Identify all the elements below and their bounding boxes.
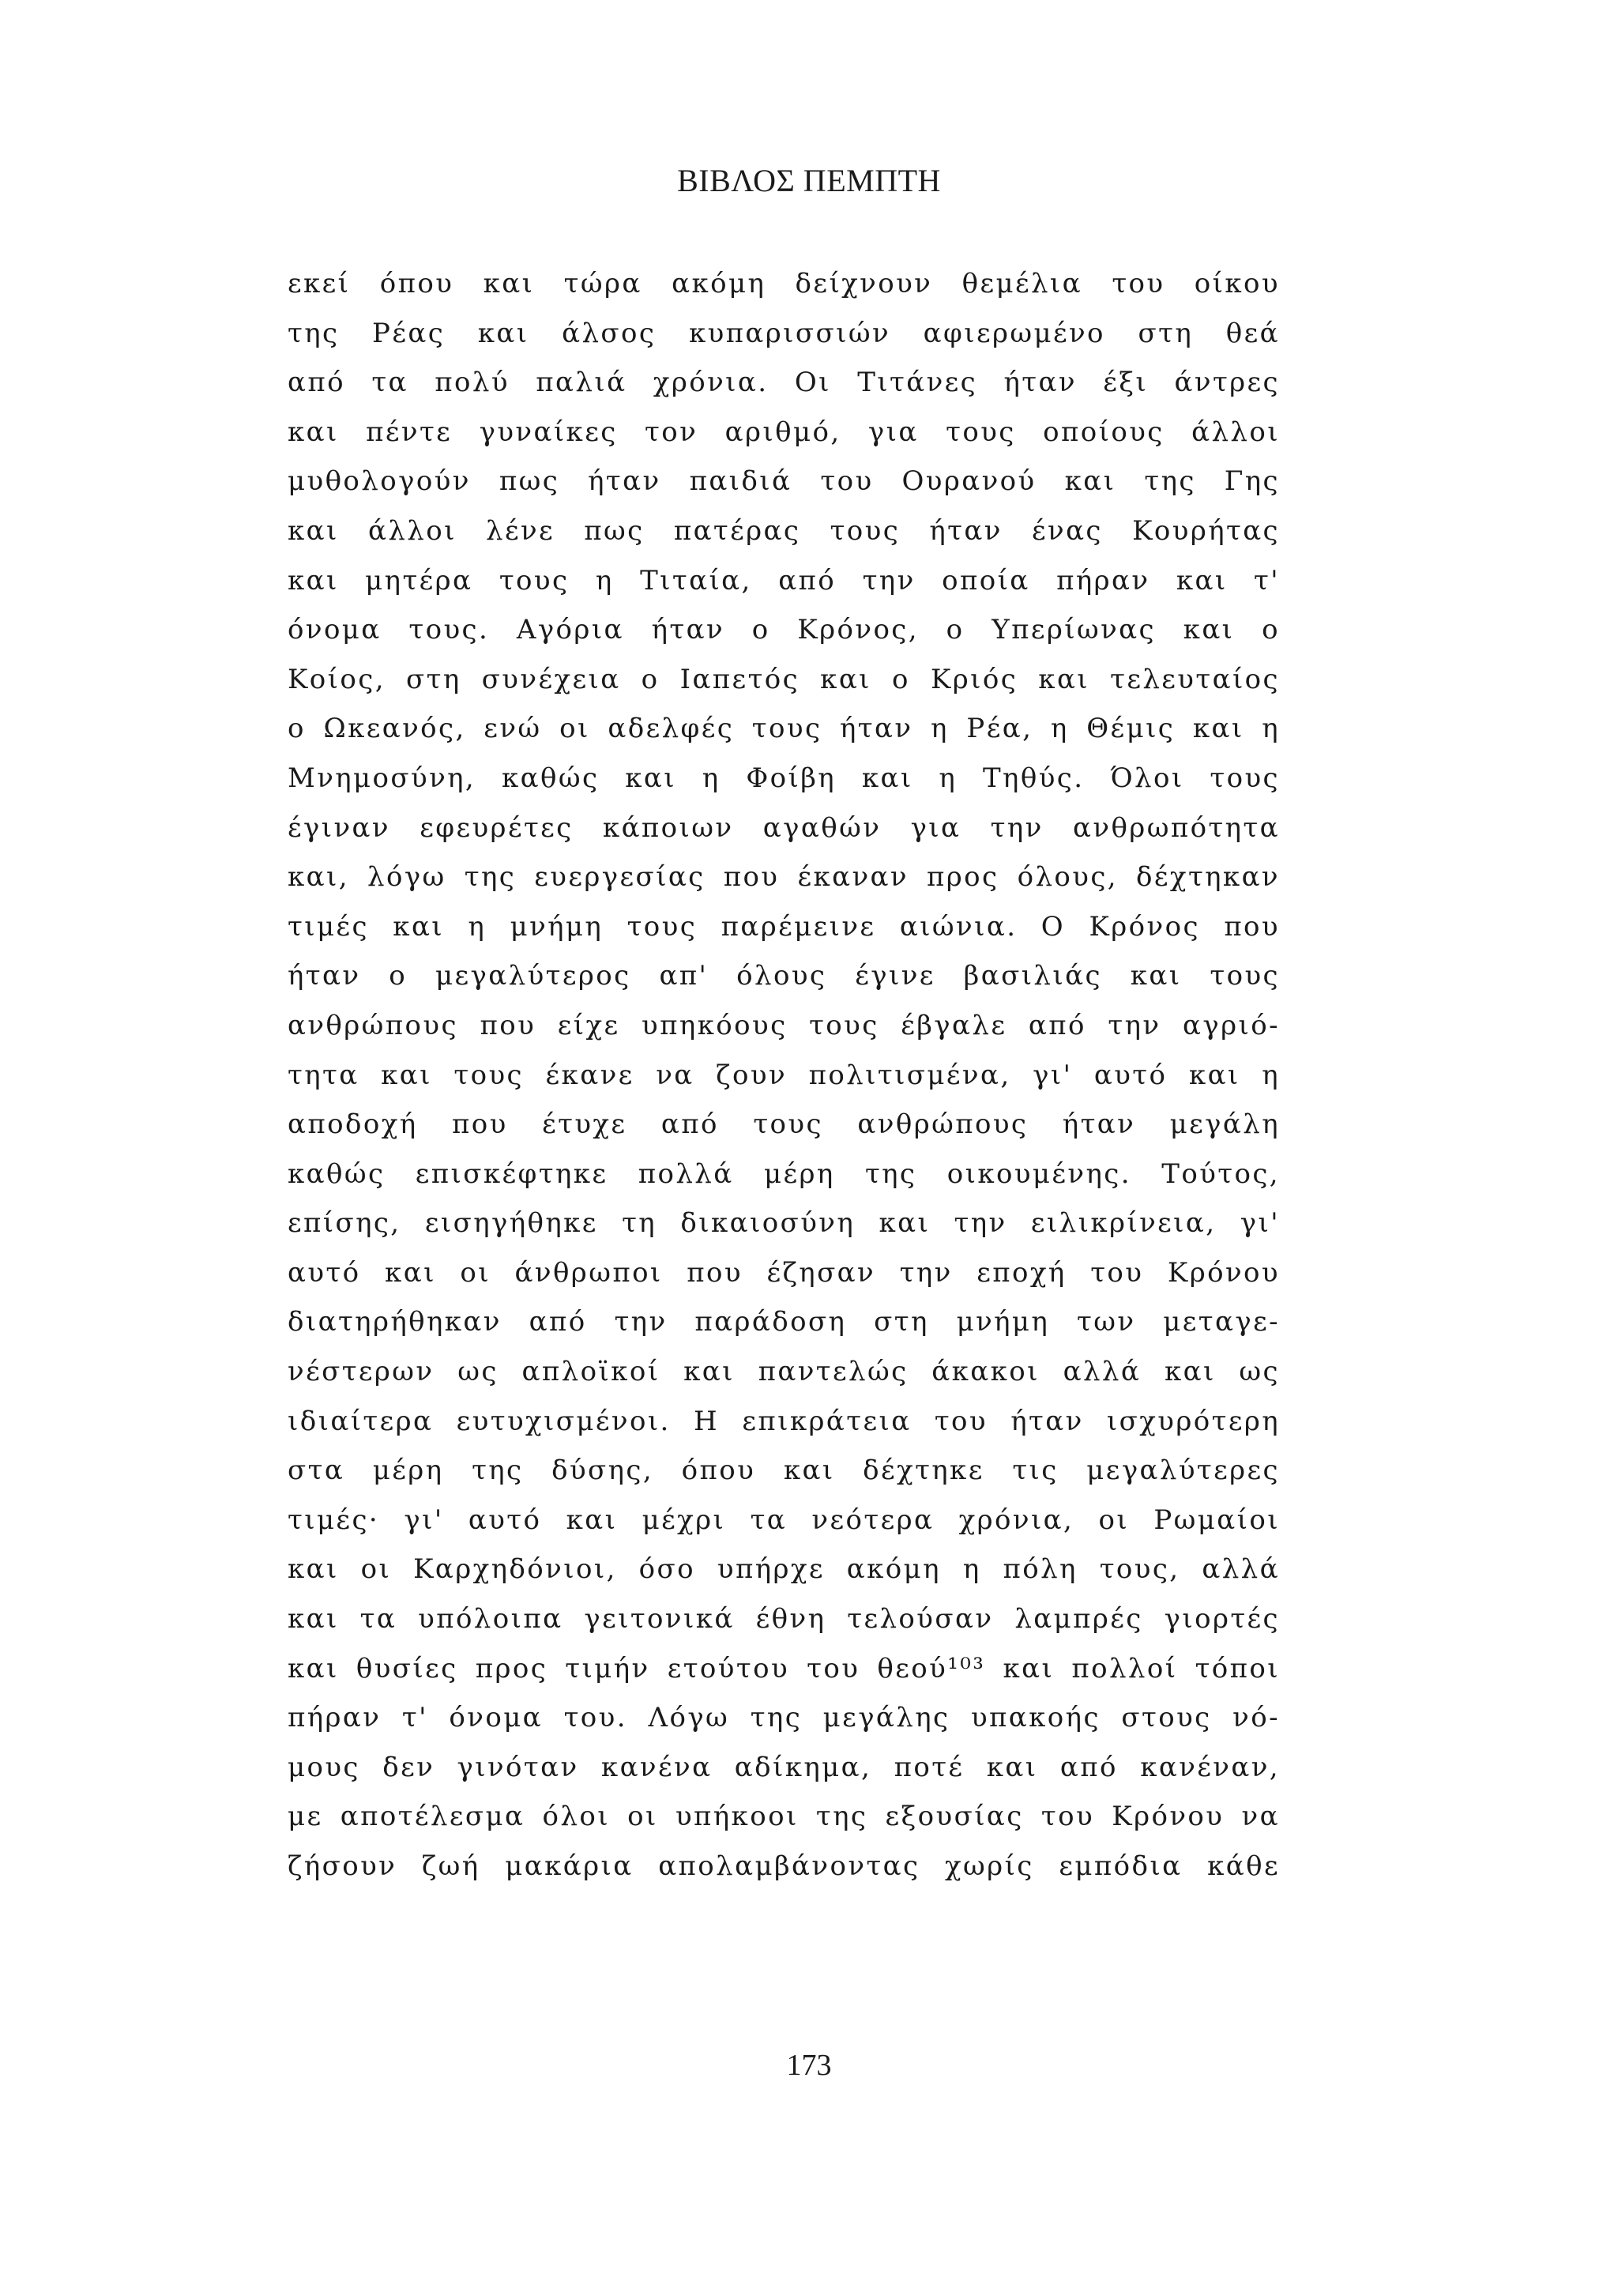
text-line: μους δεν γινόταν κανένα αδίκημα, ποτέ και από κανέναν, <box>288 1751 1280 1783</box>
text-line: από τα πολύ παλιά χρόνια. Οι Τιτάνες ήταν έξι άντρες <box>288 367 1280 399</box>
text-line: και, λόγω της ευεργεσίας που έκαναν προς όλους, δέχτηκαν <box>288 861 1280 894</box>
text-line: αποδοχή που έτυχε από τους ανθρώπους ήταν μεγάλη <box>288 1108 1280 1141</box>
text-line: ήταν ο μεγαλύτερος απ' όλους έγινε βασιλιάς και τους <box>288 960 1280 992</box>
body-text <box>288 259 1280 1891</box>
text-line: και θυσίες προς τιμήν ετούτου του θεού¹⁰³ και πολλοί τόποι <box>288 1652 1280 1684</box>
text-line: και τα υπόλοιπα γειτονικά έθνη τελούσαν λαμπρές γιορτές <box>288 1603 1280 1635</box>
text-line: μυθολογούν πως ήταν παιδιά του Ουρανού και της Γης <box>288 465 1280 498</box>
text-line: αυτό και οι άνθρωποι που έζησαν την εποχή του Κρόνου <box>288 1256 1280 1289</box>
text-line: Κοίος, στη συνέχεια ο Ιαπετός και ο Κριός και τελευταίος <box>288 663 1280 695</box>
text-line: έγιναν εφευρέτες κάποιων αγαθών για την ανθρωπότητα <box>288 811 1280 844</box>
text-line: διατηρήθηκαν από την παράδοση στη μνήμη των μεταγε- <box>288 1306 1280 1338</box>
text-line: με αποτέλεσμα όλοι οι υπήκοοι της εξουσίας του Κρόνου να <box>288 1801 1280 1833</box>
text-line: πήραν τ' όνομα του. Λόγω της μεγάλης υπακοής στους νό- <box>288 1702 1280 1734</box>
text-line: εκεί όπου και τώρα ακόμη δείχνουν θεμέλια του οίκου <box>288 268 1280 299</box>
page-number: 173 <box>786 2049 832 2082</box>
text-line: της Ρέας και άλσος κυπαρισσιών αφιερωμένο στη θεά <box>288 317 1280 349</box>
text-line: τιμές· γι' αυτό και μέχρι τα νεότερα χρόνια, οι Ρωμαίοι <box>288 1504 1280 1536</box>
text-line: ο Ωκεανός, ενώ οι αδελφές τους ήταν η Ρέα, η Θέμις και η <box>288 713 1280 745</box>
text-line: ανθρώπους που είχε υπηκόους τους έβγαλε από την αγριό- <box>288 1009 1280 1041</box>
running-head: ΒΙΒΛΟΣ ΠΕΜΠΤΗ <box>677 163 941 198</box>
text-line: ιδιαίτερα ευτυχισμένοι. Η επικράτεια του ήταν ισχυρότερη <box>288 1405 1280 1437</box>
text-line: και μητέρα τους η Τιταία, από την οποία πήραν και τ' <box>288 564 1280 597</box>
text-line: ζήσουν ζωή μακάρια απολαμβάνοντας χωρίς εμπόδια κάθε <box>288 1850 1280 1882</box>
text-line: και πέντε γυναίκες τον αριθμό, για τους οποίους άλλοι <box>288 416 1280 448</box>
text-line: νέστερων ως απλοϊκοί και παντελώς άκακοι αλλά και ως <box>288 1356 1280 1388</box>
text-line: τητα και τους έκανε να ζουν πολιτισμένα, γι' αυτό και η <box>288 1059 1280 1091</box>
text-line: στα μέρη της δύσης, όπου και δέχτηκε τις μεγαλύτερες <box>288 1455 1280 1487</box>
text-line: επίσης, εισηγήθηκε τη δικαιοσύνη και την ειλικρίνεια, γι' <box>288 1207 1280 1240</box>
text-line: και οι Καρχηδόνιοι, όσο υπήρχε ακόμη η πόλη τους, αλλά <box>288 1553 1280 1586</box>
text-line: και άλλοι λένε πως πατέρας τους ήταν ένας Κουρήτας <box>288 514 1280 547</box>
text-line: Μνημοσύνη, καθώς και η Φοίβη και η Τηθύς. Όλοι τους <box>288 762 1280 794</box>
text-line: όνομα τους. Αγόρια ήταν ο Κρόνος, ο Υπερίωνας και ο <box>288 614 1280 646</box>
text-line: καθώς επισκέφτηκε πολλά μέρη της οικουμένης. Τούτος, <box>288 1157 1280 1190</box>
text-line: τιμές και η μνήμη τους παρέμεινε αιώνια. Ο Κρόνος που <box>288 910 1280 943</box>
